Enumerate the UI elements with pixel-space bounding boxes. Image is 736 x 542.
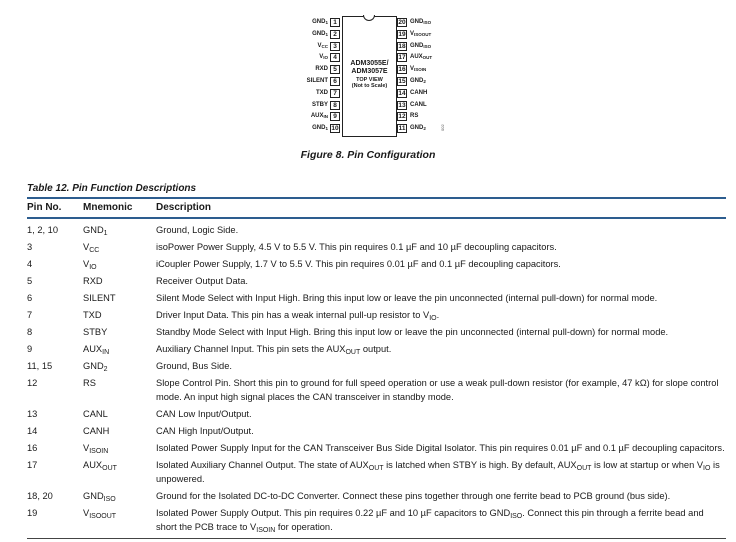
cell-pin-no: 3 [27, 242, 33, 252]
cell-description [156, 289, 726, 305]
table-row [27, 306, 726, 323]
table-row [27, 456, 726, 487]
pin-name-subscript: ISO [423, 43, 432, 49]
pin-number: 12 [398, 113, 406, 121]
table-row [27, 289, 726, 306]
pin-number: 20 [398, 19, 406, 26]
cell-pin-no: 8 [27, 327, 33, 337]
cell-pin-no: 14 [27, 426, 38, 436]
cell-pin-no: 12 [27, 378, 38, 388]
description-text: Isolated Power Supply Output. This pin requires 0.22 µF and 10 µF capacitors to GND [156, 508, 511, 518]
cell-pin-no: 7 [27, 310, 33, 320]
table-row [27, 374, 726, 405]
pin-name [288, 42, 328, 51]
pin-name-text: AUX [310, 113, 324, 120]
pin-number: 18 [398, 42, 406, 50]
mnemonic-text: V [83, 242, 90, 252]
pin-name-text: GND [410, 125, 424, 132]
pin-name [288, 30, 328, 39]
cell-mnemonic [83, 359, 153, 373]
mnemonic-text: RS [83, 378, 96, 388]
cell-mnemonic [83, 424, 153, 438]
pin-name [410, 18, 431, 27]
table-row [27, 238, 726, 255]
cell-description [156, 374, 726, 404]
cell-pin-no: 19 [27, 508, 38, 518]
mnemonic-text: AUX [83, 344, 103, 354]
description-text: Auxiliary Channel Input. This pin sets the AUX [156, 344, 346, 354]
table-body [27, 221, 726, 535]
description-subscript: OUT [368, 465, 384, 472]
pin-name-text: RXD [315, 66, 328, 73]
mnemonic-text: RXD [83, 276, 103, 286]
description-text: Driver Input Data. This pin has a weak internal pull-up resistor to V [156, 310, 430, 320]
cell-pin-no: 17 [27, 460, 38, 470]
cell-mnemonic [83, 274, 153, 288]
mnemonic-text: CANH [83, 426, 110, 436]
cell-pin-no: 16 [27, 443, 38, 453]
pin-number: 2 [330, 30, 340, 39]
mnemonic-subscript: ISOIN [89, 448, 109, 455]
cell-pin-no: 4 [27, 259, 33, 269]
pin-name-subscript: 1 [325, 31, 328, 37]
mnemonic-subscript: IO [89, 264, 97, 271]
cell-description [156, 255, 726, 271]
pin-name [410, 65, 426, 74]
pin-name-subscript: IN [323, 114, 328, 120]
pin-name [410, 89, 427, 98]
table-row [27, 340, 726, 357]
description-text: Ground, Logic Side. [156, 225, 239, 235]
pin-name [410, 30, 431, 39]
description-subscript: IO [703, 465, 711, 472]
pin-name-text: TXD [316, 89, 328, 96]
pin-name [288, 124, 328, 133]
pin-name [410, 112, 418, 121]
pin-name-subscript: 1 [325, 20, 328, 25]
cell-mnemonic [83, 489, 153, 503]
pin-name [410, 77, 426, 86]
description-text: for operation. [275, 522, 333, 532]
table-top-rule [27, 197, 726, 199]
cell-description [156, 439, 726, 455]
cell-description [156, 422, 726, 438]
pin-name-text: GND [410, 42, 424, 49]
cell-pin-no: 6 [27, 293, 33, 303]
pin-name-text: GND [410, 78, 424, 84]
mnemonic-text: V [83, 443, 90, 453]
description-subscript: ISO [510, 513, 523, 520]
table-row [27, 405, 726, 422]
cell-mnemonic [83, 325, 153, 339]
pin-name-subscript: OUT [422, 55, 433, 61]
pin-number: 1 [330, 18, 340, 27]
description-text: output. [360, 344, 392, 354]
pin-number: 5 [330, 65, 340, 74]
cell-mnemonic [83, 506, 153, 520]
cell-pin-no: 18, 20 [27, 491, 53, 501]
cell-description [156, 405, 726, 421]
chip-name-line1: ADM3055E/ [350, 60, 389, 67]
description-text: Receiver Output Data. [156, 276, 248, 286]
pin-number: 10 [331, 125, 339, 133]
pin-name-text: GND [312, 125, 326, 132]
cell-mnemonic [83, 240, 153, 254]
mnemonic-text: V [83, 508, 90, 518]
cell-description [156, 340, 726, 356]
pin-name-text: SILENT [306, 78, 328, 84]
pin-configuration-diagram [0, 0, 736, 150]
mnemonic-text: V [83, 259, 90, 269]
pin-number: 19 [398, 30, 406, 38]
cell-mnemonic [83, 376, 153, 390]
header-mnemonic: Mnemonic [83, 202, 133, 213]
pin-name [288, 18, 328, 27]
mnemonic-text: SILENT [83, 293, 116, 303]
description-subscript: ISOIN [256, 527, 276, 534]
description-text: Ground for the Isolated DC-to-DC Converter. Connect these pins together through one ferrite bead to PCB ground (bus side). [156, 491, 671, 501]
pin-name-text: CANH [410, 89, 428, 96]
pin-name [288, 112, 328, 121]
table-row [27, 357, 726, 374]
table-row [27, 439, 726, 456]
pin-number: 16 [398, 66, 406, 74]
cell-description [156, 504, 726, 534]
mnemonic-subscript: IN [102, 349, 110, 356]
pin-name-subscript: 2 [423, 126, 426, 132]
description-text: is unpowered. [156, 460, 720, 484]
pin-number: 15 [398, 78, 406, 85]
mnemonic-subscript: 1 [103, 230, 108, 237]
pin-name [288, 77, 328, 86]
cell-mnemonic [83, 458, 153, 472]
cell-mnemonic [83, 342, 153, 356]
description-text: isoPower Power Supply, 4.5 V to 5.5 V. This pin requires 0.1 µF and 10 µF decoupling capacitors. [156, 242, 557, 252]
cell-mnemonic [83, 308, 153, 322]
pin-number: 6 [330, 77, 340, 86]
pin-name-subscript: ISOIN [414, 67, 427, 73]
table-row [27, 487, 726, 504]
chip-name-line2: ADM3057E [351, 68, 388, 75]
description-text: iCoupler Power Supply, 1.7 V to 5.5 V. This pin requires 0.01 µF and 0.1 µF decoupling capacitors. [156, 259, 561, 269]
description-text: CAN Low Input/Output. [156, 409, 252, 419]
pin-name-subscript: IO [323, 55, 328, 61]
cell-mnemonic [83, 407, 153, 421]
mnemonic-subscript: ISO [103, 496, 116, 503]
cell-pin-no: 11, 15 [27, 361, 53, 371]
pin-name-text: GND [312, 19, 326, 25]
table-row [27, 255, 726, 272]
pin-name-text: AUX [410, 54, 423, 61]
mnemonic-text: TXD [83, 310, 102, 320]
pin-name-subscript: 1 [325, 126, 328, 132]
table-bottom-rule [27, 538, 726, 539]
pin-name-text: V [317, 42, 322, 49]
pin-name-subscript: 2 [423, 79, 426, 84]
description-text: Standby Mode Select with Input High. Bring this input low or leave the pin unconnected (internal pull-down) for normal mode. [156, 327, 669, 337]
description-subscript: IO [429, 315, 437, 322]
cell-description [156, 456, 726, 486]
cell-description [156, 306, 726, 322]
pin-name [288, 101, 328, 110]
pin-name-text: V [410, 66, 415, 73]
mnemonic-subscript: 2 [103, 366, 108, 373]
pin-number: 4 [330, 53, 340, 62]
figure-caption: Figure 8. Pin Configuration [300, 149, 436, 161]
description-text: Silent Mode Select with Input High. Bring this input low or leave the pin unconnected (internal pull-down) for normal mode. [156, 293, 658, 303]
description-subscript: OUT [576, 465, 592, 472]
pin-number: 17 [398, 54, 406, 62]
cell-description [156, 487, 726, 503]
cell-pin-no: 9 [27, 344, 33, 354]
pin-name-subscript: ISO [423, 20, 432, 25]
table-caption: Table 12. Pin Function Descriptions [27, 183, 197, 194]
mnemonic-text: GND [83, 491, 104, 501]
cell-pin-no: 1, 2, 10 [27, 225, 59, 235]
table-header-rule [27, 217, 726, 219]
chip-view-line1: TOP VIEW [356, 77, 383, 83]
cell-pin-no: 13 [27, 409, 38, 419]
cell-description [156, 323, 726, 339]
cell-description [156, 357, 726, 373]
mnemonic-subscript: CC [89, 247, 100, 254]
mnemonic-text: GND [83, 225, 104, 235]
pin-name-text: RS [410, 113, 419, 120]
pin-name-text: STBY [311, 101, 328, 108]
pin-number: 8 [330, 101, 340, 110]
description-text: Isolated Power Supply Input for the CAN Transceiver Bus Side Digital Isolator. This pin requires 0.01 µF and 0.1 µF decoupling capacitors. [156, 443, 725, 453]
pin-name [288, 65, 328, 74]
cell-mnemonic [83, 223, 153, 237]
cell-description [156, 272, 726, 288]
pin-name [288, 89, 328, 98]
description-text: is low at startup or when V [591, 460, 704, 470]
header-pin-no: Pin No. [27, 202, 62, 213]
mnemonic-subscript: OUT [102, 465, 117, 472]
description-text: Isolated Auxiliary Channel Output. The state of AUX [156, 460, 369, 470]
cell-mnemonic [83, 257, 153, 271]
pin-name-text: CANL [410, 101, 427, 108]
pin-number: 13 [398, 101, 406, 109]
description-text: Slope Control Pin. Short this pin to ground for full speed operation or use a weak pull-down resistor (for example, 47 kΩ) for slope control mode. An input high signal places the CAN transceiver in standby mode. [156, 378, 719, 402]
table-row [27, 272, 726, 289]
pin-name-text: GND [312, 30, 326, 37]
pin-name-subscript: ISOOUT [414, 31, 432, 37]
mnemonic-text: GND [83, 361, 104, 371]
description-text: is latched when STBY is high. By default, AUX [383, 460, 577, 470]
pin-number: 14 [398, 89, 406, 97]
pin-number: 7 [330, 89, 340, 98]
mnemonic-text: AUX [83, 460, 103, 470]
mnemonic-text: STBY [83, 327, 108, 337]
description-text: CAN High Input/Output. [156, 426, 254, 436]
table-row [27, 504, 726, 535]
pin-number: 9 [330, 112, 340, 121]
pin-name-text: V [319, 54, 324, 61]
pin-name-text: V [410, 30, 415, 37]
pin-name-subscript: CC [321, 43, 328, 49]
cell-mnemonic [83, 441, 153, 455]
description-text: . Connect this pin through a ferrite bead and short the PCB trace to V [156, 508, 704, 532]
pin-number: 3 [330, 42, 340, 51]
description-text: Ground, Bus Side. [156, 361, 232, 371]
pin-name [410, 53, 432, 62]
chip-view-line2: (Not to Scale) [351, 83, 388, 89]
table-row [27, 323, 726, 340]
cell-pin-no: 5 [27, 276, 33, 286]
pin-name-text: GND [410, 19, 424, 25]
pin-name [410, 42, 431, 51]
table-row [27, 422, 726, 439]
pin-name [410, 124, 426, 133]
header-description: Description [156, 202, 212, 213]
table-row [27, 221, 726, 238]
mnemonic-subscript: ISOOUT [89, 513, 117, 520]
cell-description [156, 238, 726, 254]
cell-description [156, 221, 726, 237]
cell-mnemonic [83, 291, 153, 305]
pin-name [410, 101, 427, 110]
pin-number: 11 [398, 125, 406, 133]
pin-name [288, 53, 328, 62]
figure-code: 002 [440, 124, 445, 131]
description-text: . [436, 310, 440, 320]
mnemonic-text: CANL [83, 409, 108, 419]
description-subscript: OUT [345, 349, 361, 356]
